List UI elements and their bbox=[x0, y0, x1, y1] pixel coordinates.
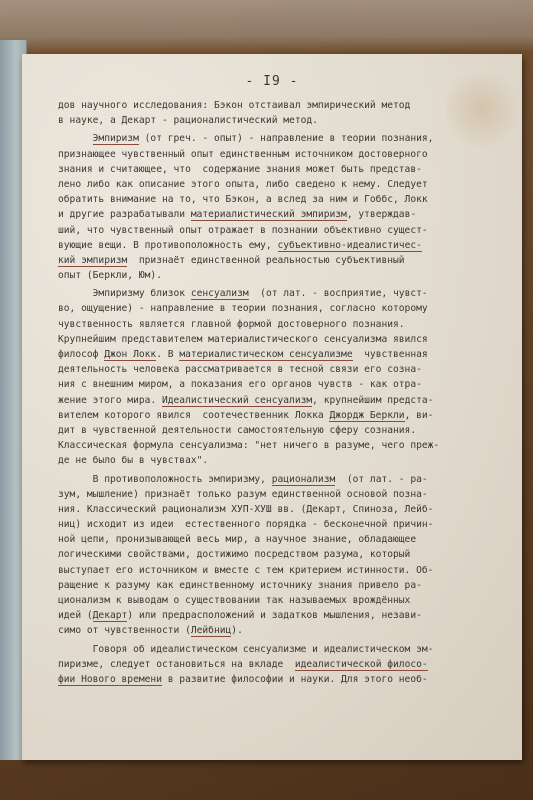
text-segment: чувственность является главной формой достоверного познания. bbox=[58, 318, 405, 330]
text-segment: ). bbox=[231, 625, 243, 637]
text-line bbox=[58, 207, 508, 222]
page-number: - I9 - bbox=[245, 74, 299, 89]
text-segment: Крупнейшим представителем материалистического сенсуализма явился bbox=[58, 333, 428, 345]
text-segment: Говоря об идеалистическом сенсуализме и идеалистическом эм- bbox=[58, 643, 434, 655]
text-segment: Классическая формула сенсуализма: "нет ничего в разуме, чего преж- bbox=[58, 440, 440, 452]
text-line bbox=[58, 563, 508, 578]
text-line bbox=[58, 672, 508, 687]
text-segment: деятельность человека рассматривается в тесной связи его созна- bbox=[58, 364, 422, 376]
underlined-term: Джон Локк bbox=[104, 349, 157, 360]
text-segment: выступает его источником и вместе с тем критерием истинности. Об- bbox=[58, 564, 434, 576]
text-line bbox=[58, 223, 508, 238]
text-segment: жение этого мира. bbox=[58, 394, 162, 406]
text-segment: идей ( bbox=[58, 610, 93, 622]
text-line bbox=[58, 578, 508, 593]
text-segment: пиризме, следует остановиться на вкладе bbox=[58, 658, 295, 670]
text-line bbox=[58, 238, 508, 253]
text-line bbox=[58, 547, 508, 562]
text-line bbox=[58, 177, 508, 192]
paragraph bbox=[58, 98, 508, 128]
text-line bbox=[58, 487, 508, 502]
text-segment: симо от чувственности ( bbox=[58, 625, 191, 637]
text-segment: лено либо как описание этого опыта, либо сведено к нему. Следует bbox=[58, 178, 428, 190]
text-line bbox=[58, 301, 508, 316]
underlined-term: кий эмпиризм bbox=[58, 254, 128, 266]
text-segment bbox=[58, 133, 93, 144]
text-line bbox=[58, 517, 508, 532]
text-segment: обратить внимание на то, что Бэкон, а вслед за ним и Гоббс, Локк bbox=[58, 194, 428, 206]
text-line bbox=[58, 347, 508, 362]
text-line bbox=[58, 623, 508, 638]
text-line bbox=[58, 472, 508, 487]
text-line bbox=[58, 608, 508, 623]
text-segment: ной цепи, пронизывающей весь мир, а научное знание, обладающее bbox=[58, 534, 417, 546]
text-segment: ниц) исходит из идеи естественного порядка - бесконечной причин- bbox=[58, 519, 434, 531]
text-line bbox=[58, 113, 508, 128]
text-line bbox=[58, 377, 508, 392]
paragraph bbox=[58, 472, 508, 639]
text-segment: . В bbox=[156, 349, 180, 360]
text-line bbox=[58, 268, 508, 283]
text-segment: во, ощущение) - направление в теории познания, согласно которому bbox=[58, 303, 428, 315]
underlined-term: Джордж Беркли bbox=[329, 409, 405, 421]
text-line bbox=[58, 147, 508, 162]
text-segment: , крупнейшим предста- bbox=[312, 394, 434, 406]
text-line bbox=[58, 317, 508, 332]
text-segment: чувственная bbox=[352, 349, 428, 360]
text-line bbox=[58, 532, 508, 547]
text-segment: В противоположность эмпиризму, bbox=[58, 473, 272, 485]
text-segment: ния с внешним миром, а показания его органов чувств - как отра- bbox=[58, 379, 422, 391]
paragraph bbox=[58, 131, 508, 283]
text-segment: в развитие философии и науки. Для этого необ- bbox=[161, 673, 428, 685]
text-segment: философ bbox=[58, 349, 105, 360]
text-line bbox=[58, 438, 508, 453]
text-line bbox=[58, 502, 508, 517]
text-line bbox=[58, 657, 508, 672]
underlined-term: Эмпиризм bbox=[92, 133, 139, 145]
underlined-term: субъективно-идеалистичес- bbox=[277, 239, 422, 251]
text-segment: ционализм к выводам о существовании так называемых врождённых bbox=[58, 595, 411, 606]
underlined-term: идеалистической филосо- bbox=[294, 658, 428, 670]
text-segment: ния. Классический рационализм ХУП-ХУШ вв. (Декарт, Спиноза, Лейб- bbox=[58, 503, 434, 515]
paragraph bbox=[58, 642, 508, 688]
text-line bbox=[58, 332, 508, 347]
text-segment: признаёт единственной реальностью субъективный bbox=[127, 254, 405, 266]
text-line bbox=[58, 453, 508, 468]
underlined-term: фии Нового времени bbox=[58, 673, 162, 685]
text-segment: ращение к разуму как единственному источнику знания привело ра- bbox=[58, 579, 422, 591]
text-segment: логическими свойствами, достижимо посредством разума, который bbox=[58, 549, 411, 561]
text-line bbox=[58, 642, 508, 657]
text-segment: вителем которого явился соотечественник Локка bbox=[58, 409, 330, 421]
text-line bbox=[58, 253, 508, 268]
underlined-term: материалистическом сенсуализме bbox=[179, 349, 353, 360]
text-segment: признающее чувственный опыт единственным источником достоверного bbox=[58, 148, 428, 160]
underlined-term: Декарт bbox=[92, 610, 128, 622]
text-segment: (от греч. - опыт) - направление в теории познания, bbox=[138, 133, 434, 145]
text-segment: де не было бы в чувствах". bbox=[58, 455, 209, 467]
text-line bbox=[58, 192, 508, 207]
text-line bbox=[58, 423, 508, 438]
page-text bbox=[58, 98, 508, 687]
underlined-term: Идеалистический сенсуализм bbox=[161, 394, 313, 406]
text-segment: и другие разрабатывали bbox=[58, 209, 191, 221]
text-line bbox=[58, 593, 508, 608]
text-segment: знания и считающее, что содержание знания может быть представ- bbox=[58, 163, 422, 175]
text-segment: дов научного исследования: Бэкон отстаивал эмпирический метод bbox=[58, 100, 411, 111]
text-line bbox=[58, 98, 508, 113]
text-line bbox=[58, 393, 508, 408]
text-segment: ) или предрасположений и задатков мышления, незави- bbox=[127, 610, 422, 622]
text-segment: дит в чувственной деятельности самостоятельную сферу сознания. bbox=[58, 424, 417, 436]
text-segment: опыт (Беркли, Юм). bbox=[58, 270, 162, 282]
text-segment: , ви- bbox=[404, 409, 434, 421]
text-line bbox=[58, 408, 508, 423]
underlined-term: Лейбниц bbox=[190, 625, 232, 637]
underlined-term: сенсуализм bbox=[190, 288, 249, 300]
text-segment: (от лат. - восприятие, чувст- bbox=[248, 288, 428, 300]
text-segment: ший, что чувственный опыт отражает в познании объективно сущест- bbox=[58, 224, 428, 236]
text-segment: в науке, а Декарт - рационалистический метод. bbox=[58, 115, 318, 127]
text-segment: , утверждав- bbox=[346, 209, 417, 221]
plastic-sleeve bbox=[0, 0, 533, 52]
text-segment: вующие вещи. В противоположность ему, bbox=[58, 239, 278, 251]
text-segment: Эмпиризму близок bbox=[58, 288, 191, 300]
text-line bbox=[58, 362, 508, 377]
underlined-term: материалистический эмпиризм bbox=[190, 209, 347, 221]
typed-page bbox=[22, 54, 522, 760]
text-line bbox=[58, 162, 508, 177]
underlined-term: рационализм bbox=[271, 473, 336, 485]
paragraph bbox=[58, 286, 508, 468]
text-segment: зум, мышление) признаёт только разум единственной основой позна- bbox=[58, 488, 428, 500]
text-line bbox=[58, 286, 508, 301]
text-line bbox=[58, 131, 508, 146]
text-segment: (от лат. - ра- bbox=[335, 473, 428, 485]
